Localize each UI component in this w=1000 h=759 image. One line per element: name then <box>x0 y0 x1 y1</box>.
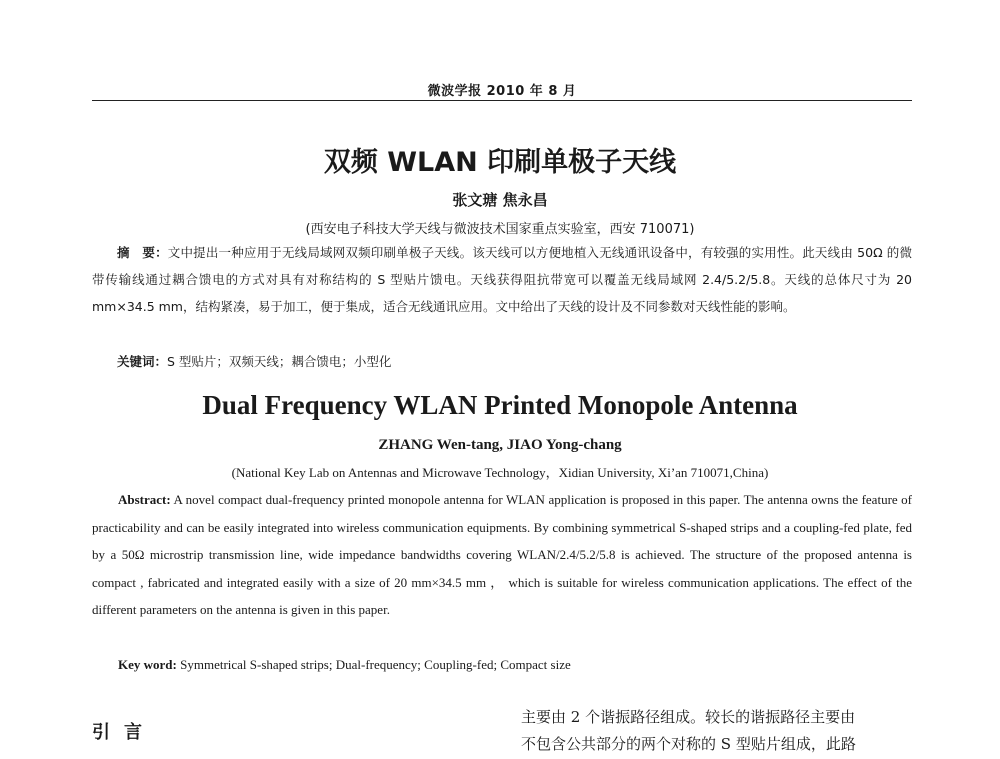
journal-running-header: 微波学报 2010 年 8 月 <box>427 84 577 99</box>
introduction-heading: 引言 <box>92 722 156 743</box>
chinese-abstract-label: 摘 要： <box>117 245 168 260</box>
chinese-authors: 张文瑭 焦永昌 <box>452 191 548 209</box>
english-affiliation: (National Key Lab on Antennas and Microwave Technology，Xidian University, Xi’an 710071,China) <box>231 465 769 480</box>
chinese-keywords-text: S 型贴片；双频天线；耦合馈电；小型化 <box>167 354 392 369</box>
body-line: 不包含公共部分的两个对称的 S 型贴片组成，此路 <box>521 735 856 753</box>
chinese-title: 双频 WLAN 印刷单极子天线 <box>323 147 677 178</box>
english-keywords <box>92 651 912 678</box>
english-title: Dual Frequency WLAN Printed Monopole Antenna <box>202 390 798 420</box>
english-abstract-text: A novel compact dual-frequency printed monopole antenna for WLAN application is proposed in this paper. The antenna owns the feature of practicability and can be easily integrated into wireless communication equipments. By combining symmetrical S-shaped strips and a coupling-fed plate, fed by a 50Ω microstrip transmission line, wide impedance bandwidths covering WLAN/2.4/5.2/5.8 is achieved. The structure of the proposed antenna is compact , fabricated and integrated easily with a size of 20 mm×34.5 mm ， which is suitable for wireless communication applications. The effect of the different parameters on the antenna is given in this paper. <box>92 492 912 617</box>
header-rule <box>92 100 912 101</box>
english-abstract <box>92 486 912 624</box>
introduction-body <box>521 704 913 758</box>
chinese-keywords <box>92 348 912 375</box>
english-keywords-text: Symmetrical S-shaped strips; Dual-frequency; Coupling-fed; Compact size <box>176 657 571 672</box>
chinese-abstract-text: 文中提出一种应用于无线局域网双频印刷单极子天线。该天线可以方便地植入无线通讯设备中，有较强的实用性。此天线由 50Ω 的微带传输线通过耦合馈电的方式对具有对称结构的 S 型贴片馈电。天线获得阻抗带宽可以覆盖无线局域网 2.4/5.2/5.8。天线的总体尺寸为 20 mm×34.5 mm，结构紧凑，易于加工，便于集成，适合无线通讯应用。文中给出了天线的设计及不同参数对天线性能的影响。 <box>92 245 912 314</box>
english-keywords-label: Key word: <box>118 657 177 672</box>
english-authors: ZHANG Wen-tang, JIAO Yong-chang <box>378 437 622 453</box>
english-abstract-label: Abstract: <box>118 492 171 507</box>
chinese-abstract <box>92 239 912 320</box>
body-line: 主要由 2 个谐振路径组成。较长的谐振路径主要由 <box>521 708 856 726</box>
chinese-keywords-label: 关键词： <box>117 354 168 369</box>
chinese-affiliation: (西安电子科技大学天线与微波技术国家重点实验室，西安 710071) <box>305 222 695 237</box>
